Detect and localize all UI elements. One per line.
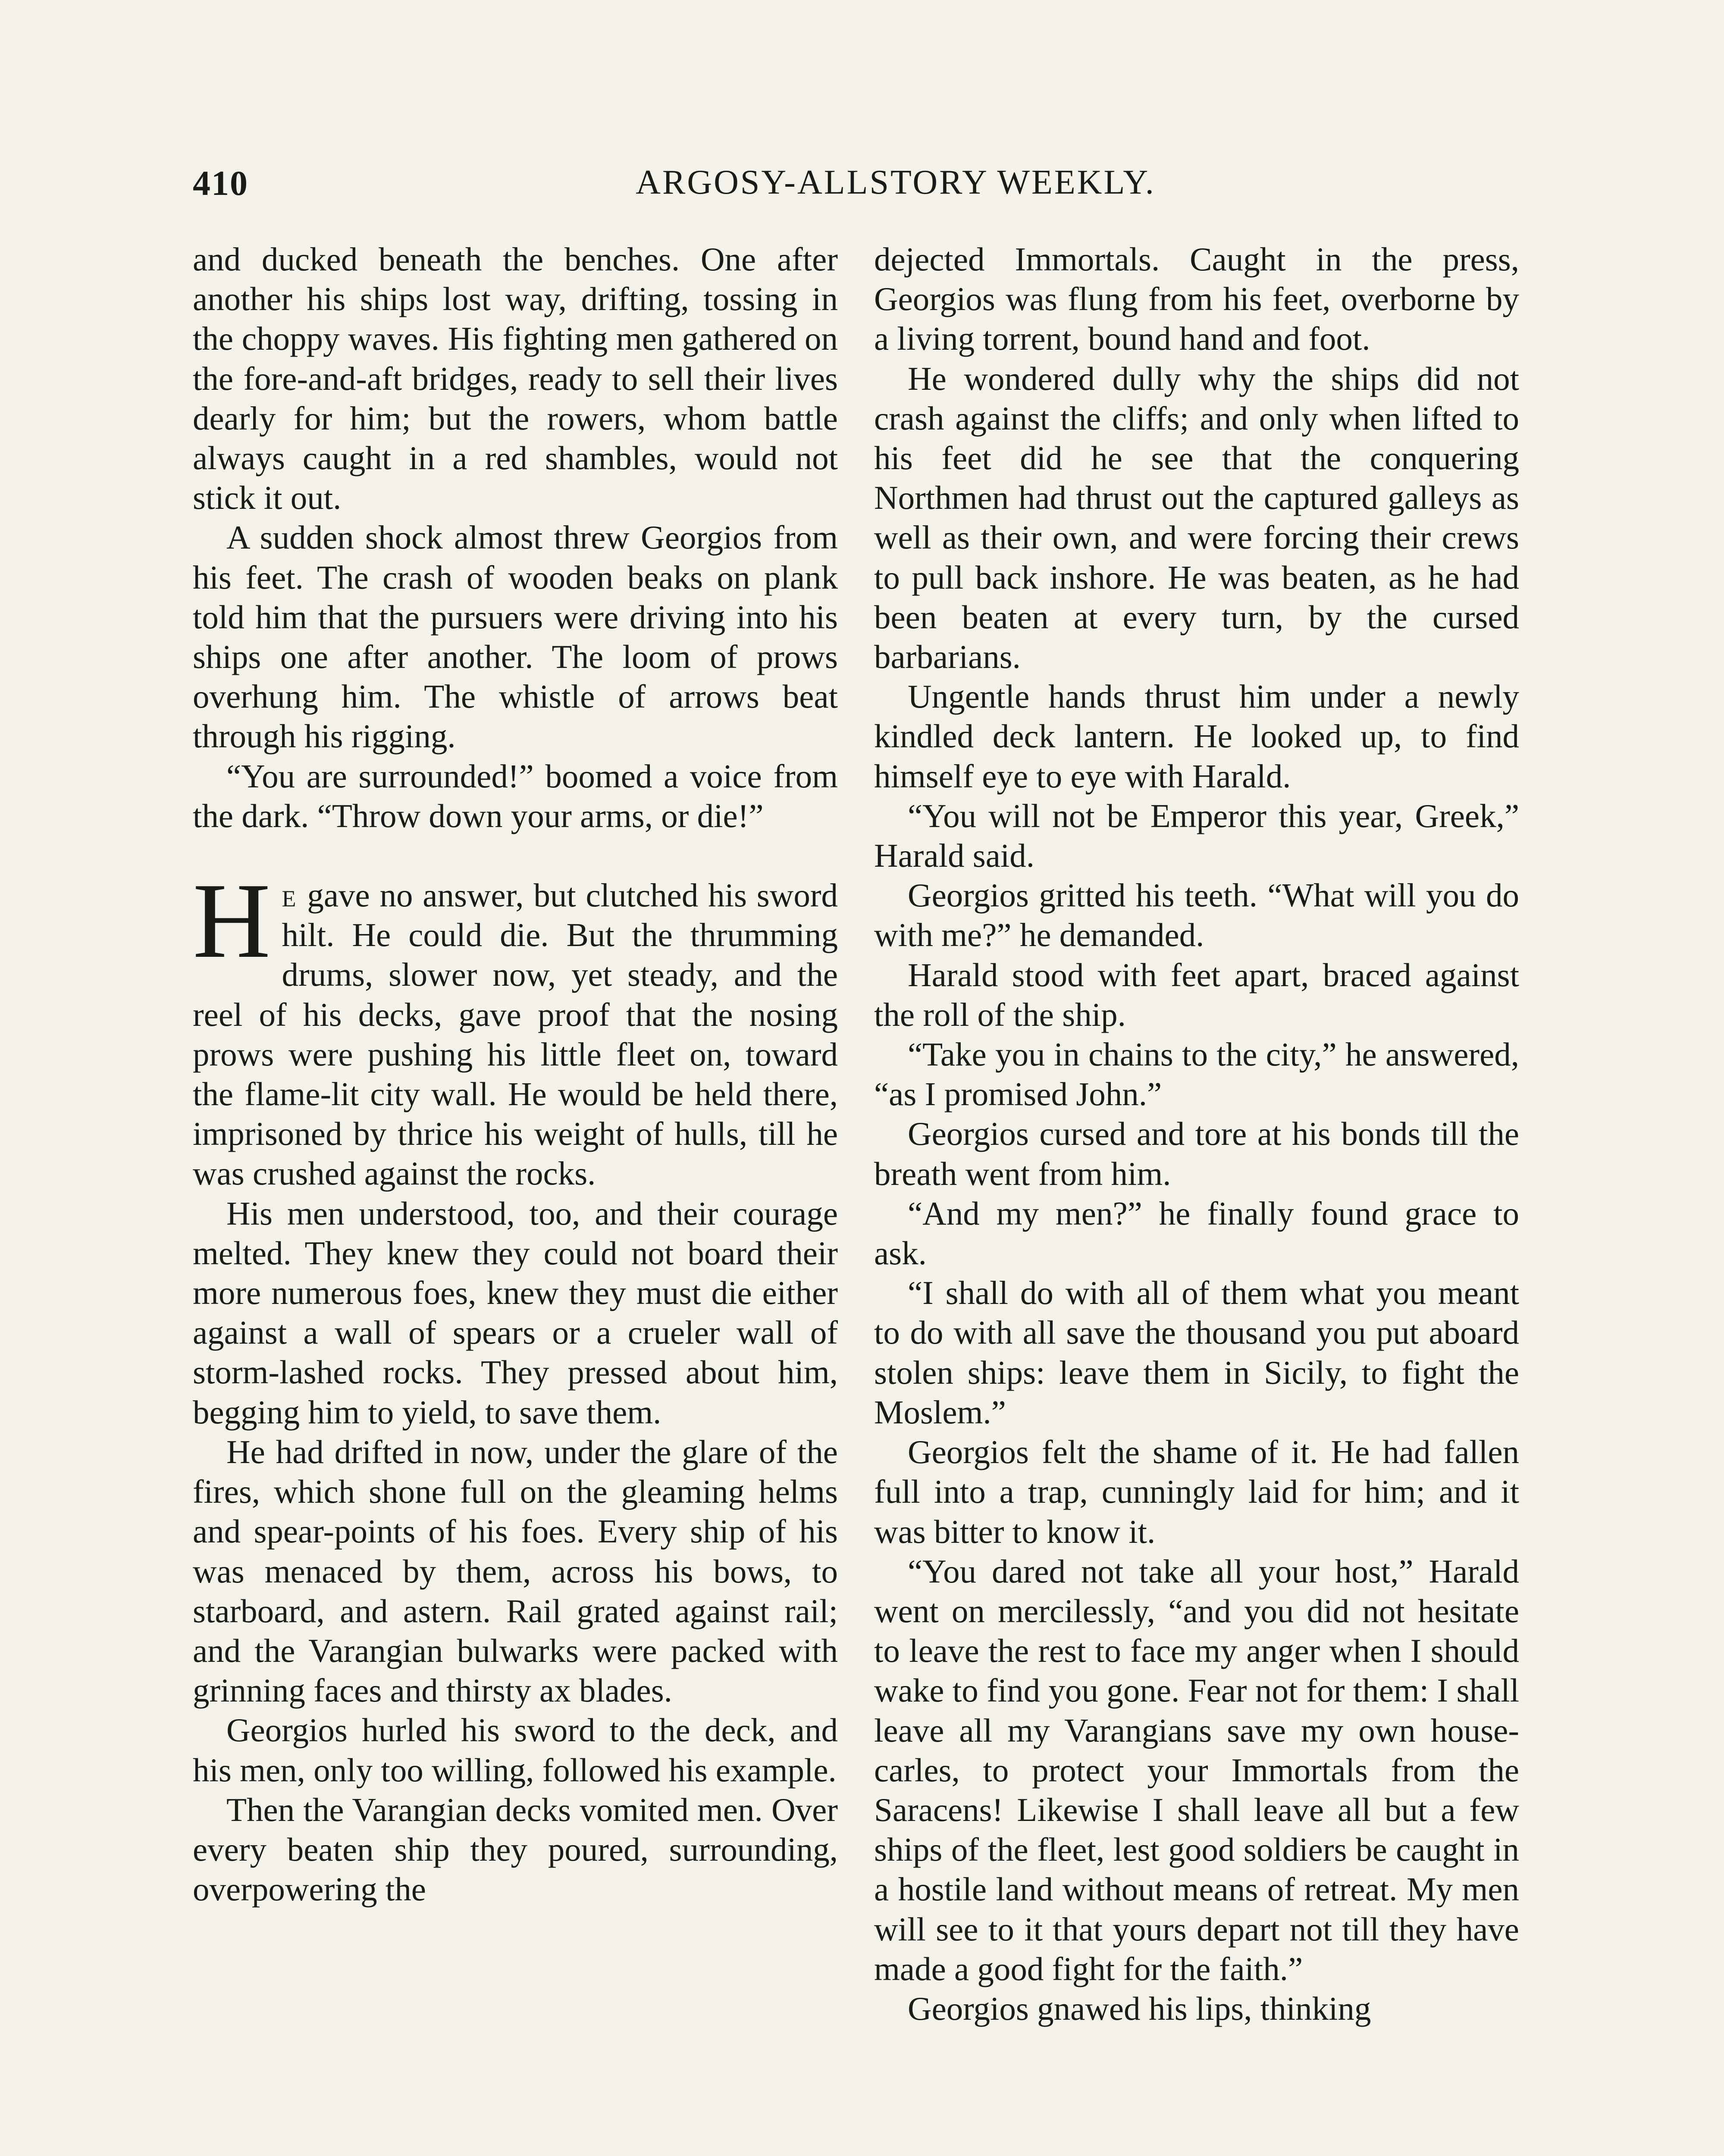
paragraph: “You are surrounded!” boomed a voice from the dark. “Throw down your arms, or die!” [193, 757, 838, 834]
paragraph-text: gave no answer, but clutched his sword hilt. He could die. But the thrumming drums, slower now, yet steady, and the reel of his decks, gave proof that the nosing prows were pushing his little fleet on, toward the flame-lit city wall. He would be held there, imprisoned by thrice his weight of hulls, till he was crushed against the rocks. [193, 877, 838, 1192]
paragraph: Georgios hurled his sword to the deck, and his men, only too willing, followed his example. [193, 1711, 838, 1789]
paragraph: He had drifted in now, under the glare of the fires, which shone full on the gleaming helms and spear-points of his foes. Every ship of his was menaced by them, across his bows, to starboard, and astern. Rail grated against rail; and the Varangian bulwarks were packed with grinning faces and thirsty ax blades. [193, 1433, 838, 1709]
paragraph: “And my men?” he finally found grace to ask. [874, 1194, 1519, 1272]
paragraph: and ducked beneath the benches. One after another his ships lost way, drifting, tossing in the choppy waves. His fighting men gathered on the fore-and-aft bridges, ready to sell their lives dearly for him; but the rowers, whom battle always caught in a red shambles, would not stick it out. [193, 241, 838, 517]
paragraph: “I shall do with all of them what you meant to do with all save the thousand you put aboard stolen ships: leave them in Sicily, to fight the Moslem.” [874, 1274, 1519, 1431]
paragraph: Georgios felt the shame of it. He had fallen full into a trap, cunningly laid for him; and it was bitter to know it. [874, 1433, 1519, 1550]
paragraph: Then the Varangian decks vomited men. Over every beaten ship they poured, surrounding, overpowering the [193, 1791, 838, 1908]
right-column [874, 239, 1519, 2028]
paragraph: Georgios gnawed his lips, thinking [908, 1990, 1371, 2027]
paragraph: “You dared not take all your host,” Harald went on mercilessly, “and you did not hesitate to leave the rest to face my anger when I should wake to find you gone. Fear not for them: I shall leave all my Varangians save my own house-carles, to protect your Immortals from the Saracens! Likewise I shall leave all but a few ships of the fleet, lest good soldiers be caught in a hostile land without means of retreat. My men will see to it that yours depart not till they have made a good fight for the faith.” [874, 1552, 1519, 1987]
left-column [193, 239, 838, 1909]
small-caps-lead: e [282, 877, 298, 914]
paragraph: His men understood, too, and their courage melted. They knew they could not board their more numerous foes, knew they must die either against a wall of spears or a crueler wall of storm-lashed rocks. They pressed about him, begging him to yield, to save them. [193, 1194, 838, 1431]
paragraph: Georgios cursed and tore at his bonds till the breath went from him. [874, 1115, 1519, 1192]
paragraph: “You will not be Emperor this year, Greek,” Harald said. [874, 797, 1519, 874]
page-header [193, 163, 1599, 210]
drop-cap: H [193, 861, 271, 981]
page-number: 410 [193, 163, 248, 203]
paragraph: dejected Immortals. Caught in the press, Georgios was flung from his feet, overborne by a living torrent, bound hand and foot. [874, 241, 1519, 357]
paragraph: “Take you in chains to the city,” he answered, “as I promised John.” [874, 1036, 1519, 1113]
paragraph: He wondered dully why the ships did not crash against the cliffs; and only when lifted to his feet did he see that the conquering Northmen had thrust out the captured galleys as well as their own, and were forcing their crews to pull back inshore. He was beaten, as he had been beaten at every turn, by the cursed barbarians. [874, 360, 1519, 676]
paragraph: A sudden shock almost threw Georgios from his feet. The crash of wooden beaks on plank told him that the pursuers were driving into his ships one after another. The loom of prows overhung him. The whistle of arrows beat through his rigging. [193, 519, 838, 755]
paragraph: Ungentle hands thrust him under a newly kindled deck lantern. He looked up, to find himself eye to eye with Harald. [874, 678, 1519, 795]
paragraph: Harald stood with feet apart, braced against the roll of the ship. [874, 956, 1519, 1033]
section-opening-paragraph [193, 861, 838, 1194]
paragraph: Georgios gritted his teeth. “What will you do with me?” he demanded. [874, 877, 1519, 954]
running-title: ARGOSY-ALLSTORY WEEKLY. [636, 163, 1156, 201]
